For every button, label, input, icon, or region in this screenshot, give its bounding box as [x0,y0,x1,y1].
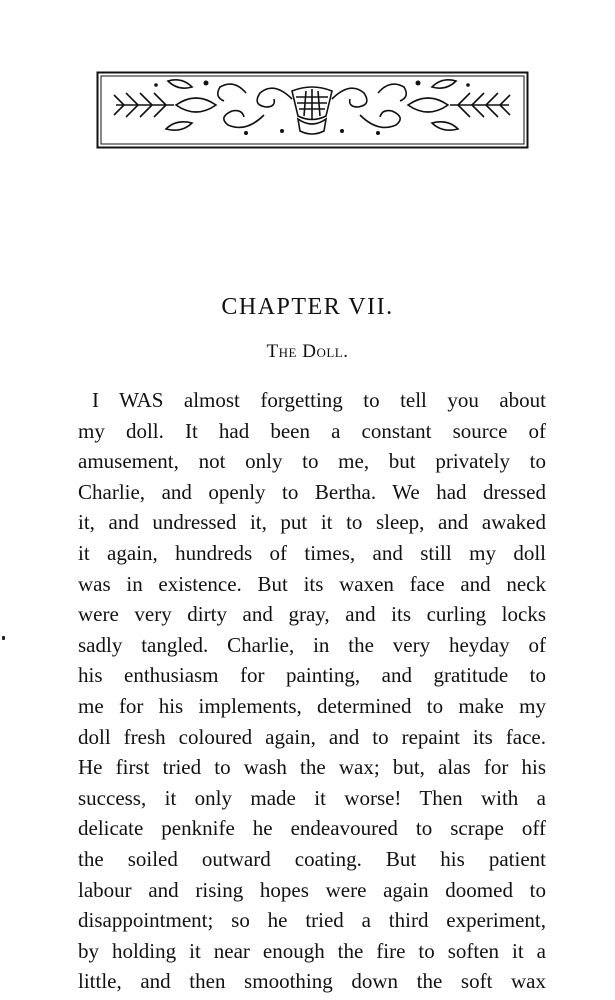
text-line: delicate penknife he endeavoured to scrape off [78,816,546,841]
text-line: it, and undressed it, put it to sleep, and awaked [78,510,546,535]
text-line: success, it only made it worse! Then with a [78,785,546,810]
floral-headpiece-icon [96,71,529,149]
text-line: were very dirty and gray, and its curling locks [78,602,546,627]
body-text [78,385,546,997]
text-line: amusement, not only to me, but privately to [78,449,546,474]
text-line: was in existence. But its waxen face and neck [78,571,546,596]
text-line: doll fresh coloured again, and to repaint its face. [78,724,546,749]
text-line: his enthusiasm for painting, and gratitude to [78,663,546,688]
text-line: me for his implements, determined to make my [78,693,546,718]
text-line: my doll. It had been a constant source of [78,418,546,443]
text-line: He first tried to wash the wax; but, alas for his [78,755,546,780]
text-line: the soiled outward coating. But his patient [78,846,546,871]
text-line: I WAS almost forgetting to tell you about [92,388,546,412]
text-line: little, and then smoothing down the soft wax [78,969,546,994]
text-line: it again, hundreds of times, and still my doll [78,540,546,565]
chapter-title: CHAPTER VII. [221,294,394,320]
text-line: labour and rising hopes were again doomed to [78,877,546,902]
text-line: Charlie, and openly to Bertha. We had dressed [78,479,546,504]
text-line: disappointment; so he tried a third experiment, [78,908,546,933]
text-line: by holding it near enough the fire to soften it a [78,938,546,963]
margin-mark [2,636,5,640]
chapter-subtitle: The Doll. [266,341,349,362]
text-line: sadly tangled. Charlie, in the very heyday of [78,632,546,657]
